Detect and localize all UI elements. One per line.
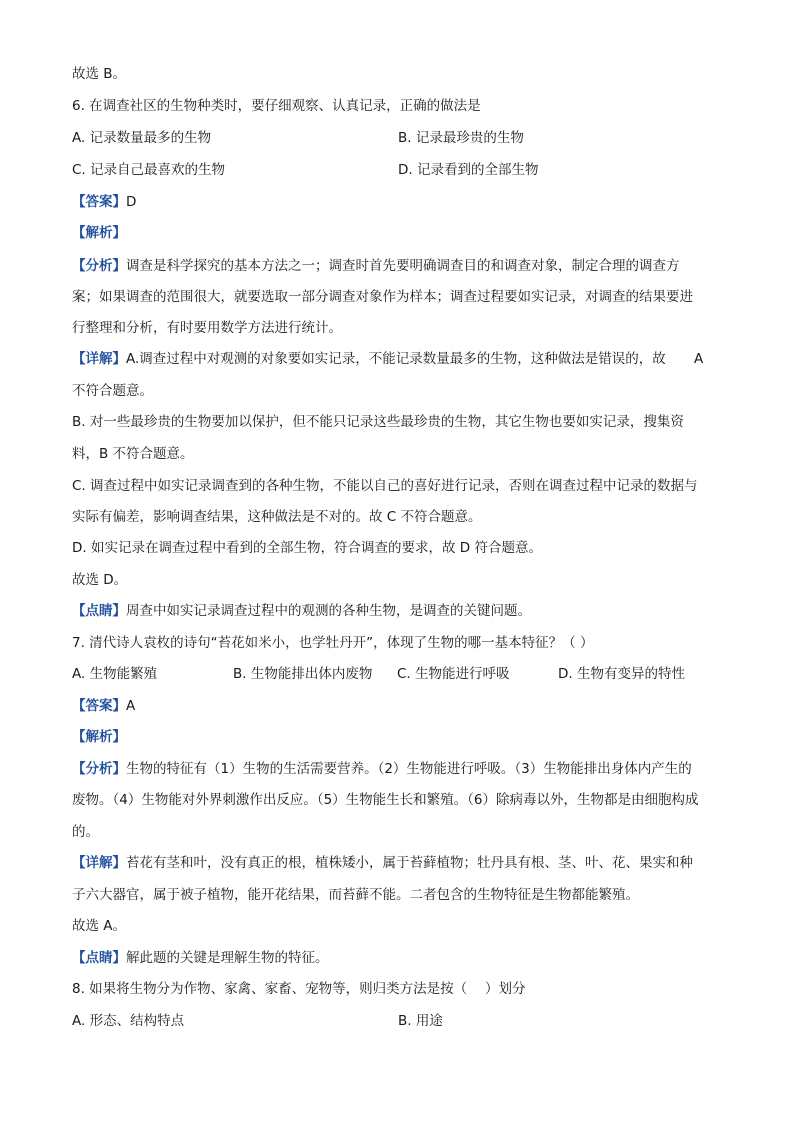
detail-tag: 【详解】: [72, 855, 126, 871]
detail-tag: 【详解】: [72, 351, 126, 367]
q7-detail-line-1: [72, 853, 693, 873]
question-8-stem: 8. 如果将生物分为作物、家禽、家畜、宠物等，则归类方法是按（ ）划分: [72, 981, 526, 997]
q6-answer: [72, 192, 136, 212]
q6-detail-c-line-1: C. 调查过程中如实记录调查到的各种生物，不能以自己的喜好进行记录，否则在调查过程中记录的数据与: [72, 478, 698, 494]
answer-value: A: [126, 698, 136, 714]
q7-option-b: B. 生物能排出体内废物: [233, 666, 373, 682]
q8-option-b: B. 用途: [398, 1013, 443, 1029]
q6-conclusion: 故选 D。: [72, 572, 128, 588]
q6-option-d: D. 记录看到的全部生物: [398, 162, 539, 178]
q6-detail-line-2: 不符合题意。: [72, 383, 153, 399]
q6-detail-d-line-1: D. 如实记录在调查过程中看到的全部生物，符合调查的要求，故 D 符合题意。: [72, 540, 542, 556]
note-tag: 【点睛】: [72, 603, 126, 619]
note-tag: 【点睛】: [72, 950, 126, 966]
q6-option-c: C. 记录自己最喜欢的生物: [72, 162, 226, 178]
q6-detail-option-letter: A: [694, 351, 704, 367]
q6-option-a: A. 记录数量最多的生物: [72, 130, 212, 146]
q7-answer: [72, 696, 135, 716]
answer-tag: 【答案】: [72, 698, 126, 714]
q6-analysis-line-2: 案；如果调查的范围很大，就要选取一部分调查对象作为样本；调查过程要如实记录，对调查的结果要进: [72, 289, 693, 305]
q7-detail-line-2: 子六大器官，属于被子植物，能开花结果，而苔藓不能。二者包含的生物特征是生物都能繁殖。: [72, 887, 639, 903]
note-text: 解此题的关键是理解生物的特征。: [126, 950, 329, 966]
q8-option-a: A. 形态、结构特点: [72, 1013, 185, 1029]
answer-value: D: [126, 194, 137, 210]
q7-analysis-line-1: [72, 759, 692, 779]
question-6-stem: 6. 在调查社区的生物种类时，要仔细观察、认真记录，正确的做法是: [72, 98, 481, 114]
analysis-tag: 【分析】: [72, 761, 126, 777]
q6-detail-b-line-1: B. 对一些最珍贵的生物要加以保护，但不能只记录这些最珍贵的生物，其它生物也要如实记录，搜集资: [72, 414, 684, 430]
q7-option-c: C. 生物能进行呼吸: [397, 666, 510, 682]
q7-option-d: D. 生物有变异的特性: [558, 666, 685, 682]
analysis-text: 调查是科学探究的基本方法之一；调查时首先要明确调查目的和调查对象，制定合理的调查方: [126, 258, 680, 274]
q6-detail-b-line-2: 料，B 不符合题意。: [72, 446, 194, 462]
q6-analysis-line-3: 行整理和分析，有时要用数学方法进行统计。: [72, 320, 342, 336]
detail-text: 苔花有茎和叶，没有真正的根，植株矮小，属于苔藓植物；牡丹具有根、茎、叶、花、果实和种: [126, 855, 693, 871]
analysis-text: 生物的特征有（1）生物的生活需要营养。（2）生物能进行呼吸。（3）生物能排出身体内产生的: [126, 761, 692, 777]
q6-option-b: B. 记录最珍贵的生物: [398, 130, 524, 146]
analysis-tag: 【分析】: [72, 258, 126, 274]
q7-analysis-line-3: 的。: [72, 824, 99, 840]
note-text: 周查中如实记录调查过程中的观测的各种生物，是调查的关键问题。: [126, 603, 531, 619]
detail-text: A.调查过程中对观测的对象要如实记录，不能记录数量最多的生物，这种做法是错误的，故: [126, 351, 666, 367]
q7-analysis-line-2: 废物。（4）生物能对外界刺激作出反应。（5）生物能生长和繁殖。（6）除病毒以外，生物都是由细胞构成: [72, 792, 699, 808]
q6-analysis-heading: 【解析】: [72, 225, 126, 241]
answer-tag: 【答案】: [72, 194, 126, 210]
q6-analysis-line-1: [72, 256, 680, 276]
question-7-stem: 7. 清代诗人袁枚的诗句“苔花如米小，也学牡丹开”，体现了生物的哪一基本特征？（ ）: [72, 635, 594, 651]
q7-note: [72, 948, 329, 968]
q7-analysis-heading: 【解析】: [72, 729, 126, 745]
q6-note: [72, 601, 531, 621]
q7-conclusion: 故选 A。: [72, 918, 127, 934]
q6-detail-c-line-2: 实际有偏差，影响调查结果，这种做法是不对的。故 C 不符合题意。: [72, 509, 482, 525]
q7-option-a: A. 生物能繁殖: [72, 666, 158, 682]
q6-detail-line-1: [72, 349, 666, 369]
conclusion-line: 故选 B。: [72, 66, 127, 82]
